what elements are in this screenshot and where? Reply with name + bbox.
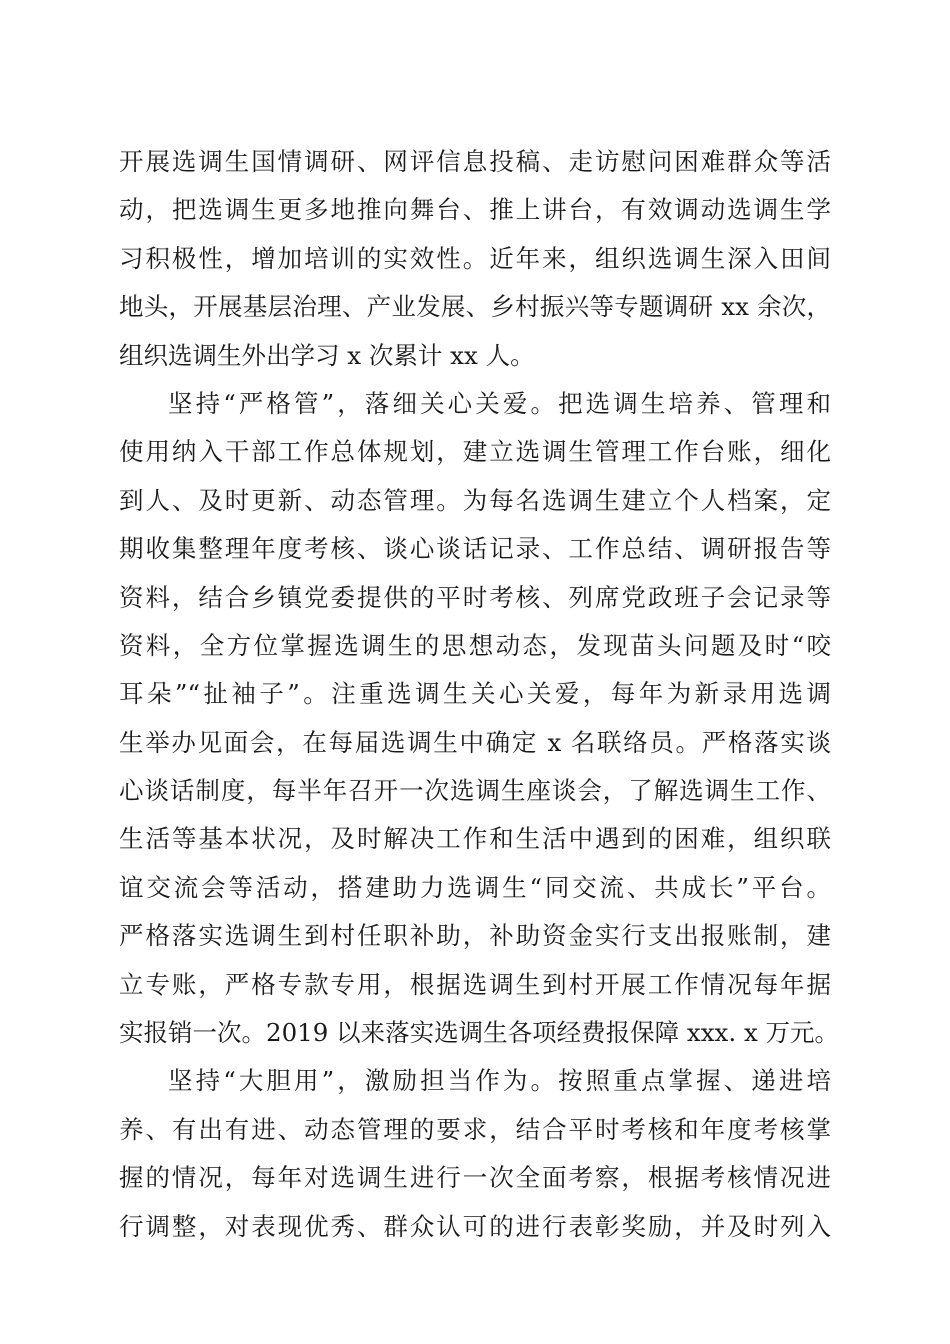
text-line: 耳朵”“扯袖子”。注重选调生关心关爱，每年为新录用选调 (119, 679, 831, 709)
text-line: 资料，结合乡镇党委提供的平时考核、列席党政班子会记录等 (119, 582, 831, 612)
text-line: 资料，全方位掌握选调生的思想动态，发现苗头问题及时“咬 (119, 630, 831, 660)
text-line: 到人、及时更新、动态管理。为每名选调生建立个人档案，定 (119, 485, 831, 515)
text-line: 实报销一次。2019 以来落实选调生各项经费报保障 xxx. x 万元。 (119, 1018, 840, 1048)
text-line: 使用纳入干部工作总体规划，建立选调生管理工作台账，细化 (119, 437, 831, 467)
text-line: 生活等基本状况，及时解决工作和生活中遇到的困难，组织联 (119, 824, 831, 854)
text-line: 习积极性，增加培训的实效性。近年来，组织选调生深入田间 (119, 243, 831, 273)
text-line: 生举办见面会，在每届选调生中确定 x 名联络员。严格落实谈 (119, 727, 831, 757)
text-line: 开展选调生国情调研、网评信息投稿、走访慰问困难群众等活 (119, 147, 831, 176)
text-line: 立专账，严格专款专用，根据选调生到村开展工作情况每年据 (119, 969, 831, 999)
text-line: 严格落实选调生到村任职补助，补助资金实行支出报账制，建 (119, 921, 831, 951)
text-line: 组织选调生外出学习 x 次累计 xx 人。 (119, 340, 535, 370)
paragraph-heading-line: 坚持“严格管”，落细关心关爱。把选调生培养、管理和 (168, 388, 831, 418)
text-line: 握的情况，每年对选调生进行一次全面考察，根据考核情况进 (119, 1163, 831, 1193)
text-line: 动，把选调生更多地推向舞台、推上讲台，有效调动选调生学 (119, 195, 831, 225)
text-line: 心谈话制度，每半年召开一次选调生座谈会，了解选调生工作、 (119, 776, 831, 806)
text-line: 谊交流会等活动，搭建助力选调生“同交流、共成长”平台。 (119, 872, 831, 902)
text-line: 行调整，对表现优秀、群众认可的进行表彰奖励，并及时列入 (119, 1211, 831, 1241)
text-line: 期收集整理年度考核、谈心谈话记录、工作总结、调研报告等 (119, 534, 831, 564)
text-line: 养、有出有进、动态管理的要求，结合平时考核和年度考核掌 (119, 1114, 831, 1144)
paragraph-heading-line: 坚持“大胆用”，激励担当作为。按照重点掌握、递进培 (168, 1066, 831, 1096)
document-body (119, 138, 840, 1251)
text-line: 地头，开展基层治理、产业发展、乡村振兴等专题调研 xx 余次， (119, 292, 831, 322)
